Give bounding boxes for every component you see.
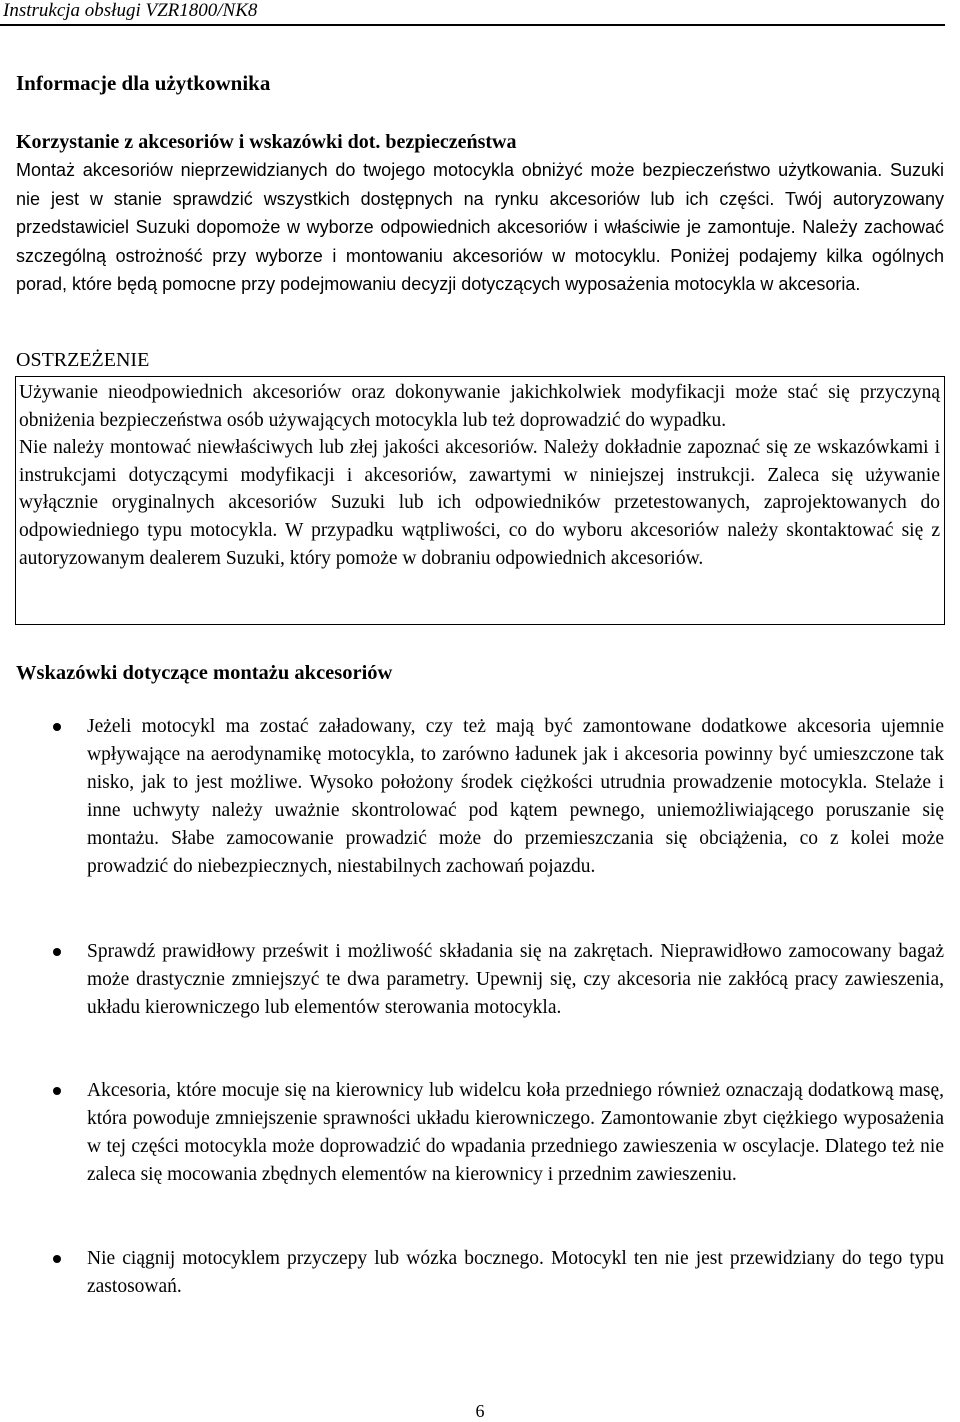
intro-body: Montaż akcesoriów nieprzewidzianych do twojego motocykla obniżyć może bezpieczeństwo użytkowania. Suzuki nie jest w stanie sprawdzić wszystkich dostępnych na rynku akcesoriów lub ich części. Twój autoryzowany przedstawiciel Suzuki dopomoże w wyborze odpowiednich akcesoriów i właściwie je zamontuje. Należy zachować szczególną ostrożność przy wyborze i montowaniu akcesoriów w motocyklu. Poniżej podajemy kilka ogólnych porad, które będą pomocne przy podejmowaniu decyzji dotyczących wyposażenia motocykla w akcesoria.: [16, 160, 944, 294]
list-item-text: Akcesoria, które mocuje się na kierownicy lub widelcu koła przedniego również oznaczają dodatkową masę, która powoduje zmniejszenie sprawności układu kierowniczego. Zamontowanie zbyt ciężkiego wyposażenia w tej części motocykla może doprowadzić do wpadania przedniego zawieszenia w oscylacje. Dlatego też nie zaleca się mocowania zbędnych elementów na kierownicy i przednim zawieszeniu.: [87, 1080, 944, 1186]
intro-section: [16, 129, 944, 299]
intro-heading: Korzystanie z akcesoriów i wskazówki dot. bezpieczeństwa: [16, 131, 517, 153]
warning-paragraph: Używanie nieodpowiednich akcesoriów oraz dokonywanie jakichkolwiek modyfikacji może stać się przyczyną obniżenia bezpieczeństwa osób używających motocykla lub też doprowadzić do wypadku.: [19, 382, 940, 431]
list-item-text: Jeżeli motocykl ma zostać załadowany, czy też mają być zamontowane dodatkowe akcesoria ujemnie wpływające na aerodynamikę motocykla, to zarówno ładunek jak i akcesoria powinny być umieszczone tak nisko, jak to jest możliwe. Wysoko położony środek ciężkości utrudnia prowadzenie motocykla. Stelaże i inne uchwyty należy uważnie skontrolować pod kątem pewnego, uniemożliwiającego poruszanie się montażu. Słabe zamocowanie prowadzić może do przemieszczania się obciążenia, co z kolei może prowadzić do niebezpiecznych, niestabilnych zachowań pojazdu.: [87, 716, 944, 878]
page-number: 6: [475, 1401, 485, 1421]
bullet-icon: [53, 1255, 61, 1263]
list-item-text: Nie ciągnij motocyklem przyczepy lub wózka bocznego. Motocykl ten nie jest przewidziany do tego typu zastosowań.: [87, 1248, 944, 1298]
page-header: [0, 0, 945, 26]
bullet-icon: [53, 1087, 61, 1095]
section-title: Informacje dla użytkownika: [16, 71, 271, 95]
bullet-icon: [53, 723, 61, 731]
document-title: Instrukcja obsługi VZR1800/NK8: [3, 0, 258, 21]
bullet-icon: [53, 948, 61, 956]
warning-paragraph: Nie należy montować niewłaściwych lub złej jakości akcesoriów. Należy dokładnie zapoznać się ze wskazówkami i instrukcjami dotyczącymi modyfikacji i akcesoriów, zawartymi w niniejszej instrukcji. Zaleca się używanie wyłącznie oryginalnych akcesoriów Suzuki lub ich odpowiedników przetestowanych, zaprojektowanych do odpowiedniego typu motocykla. W przypadku wątpliwości, co do wyboru akcesoriów należy skontaktować się z autoryzowanym dealerem Suzuki, który pomoże w dobraniu odpowiednich akcesoriów.: [19, 437, 940, 569]
tips-title: Wskazówki dotyczące montażu akcesoriów: [16, 662, 393, 684]
list-item-text: Sprawdź prawidłowy prześwit i możliwość składania się na zakrętach. Nieprawidłowo zamocowany bagaż może drastycznie zmniejszyć te dwa parametry. Upewnij się, czy akcesoria nie zakłócą pracy zawieszenia, układu kierowniczego lub elementów sterowania motocykla.: [87, 941, 944, 1019]
warning-label: OSTRZEŻENIE: [16, 349, 150, 371]
warning-box: [15, 376, 945, 625]
